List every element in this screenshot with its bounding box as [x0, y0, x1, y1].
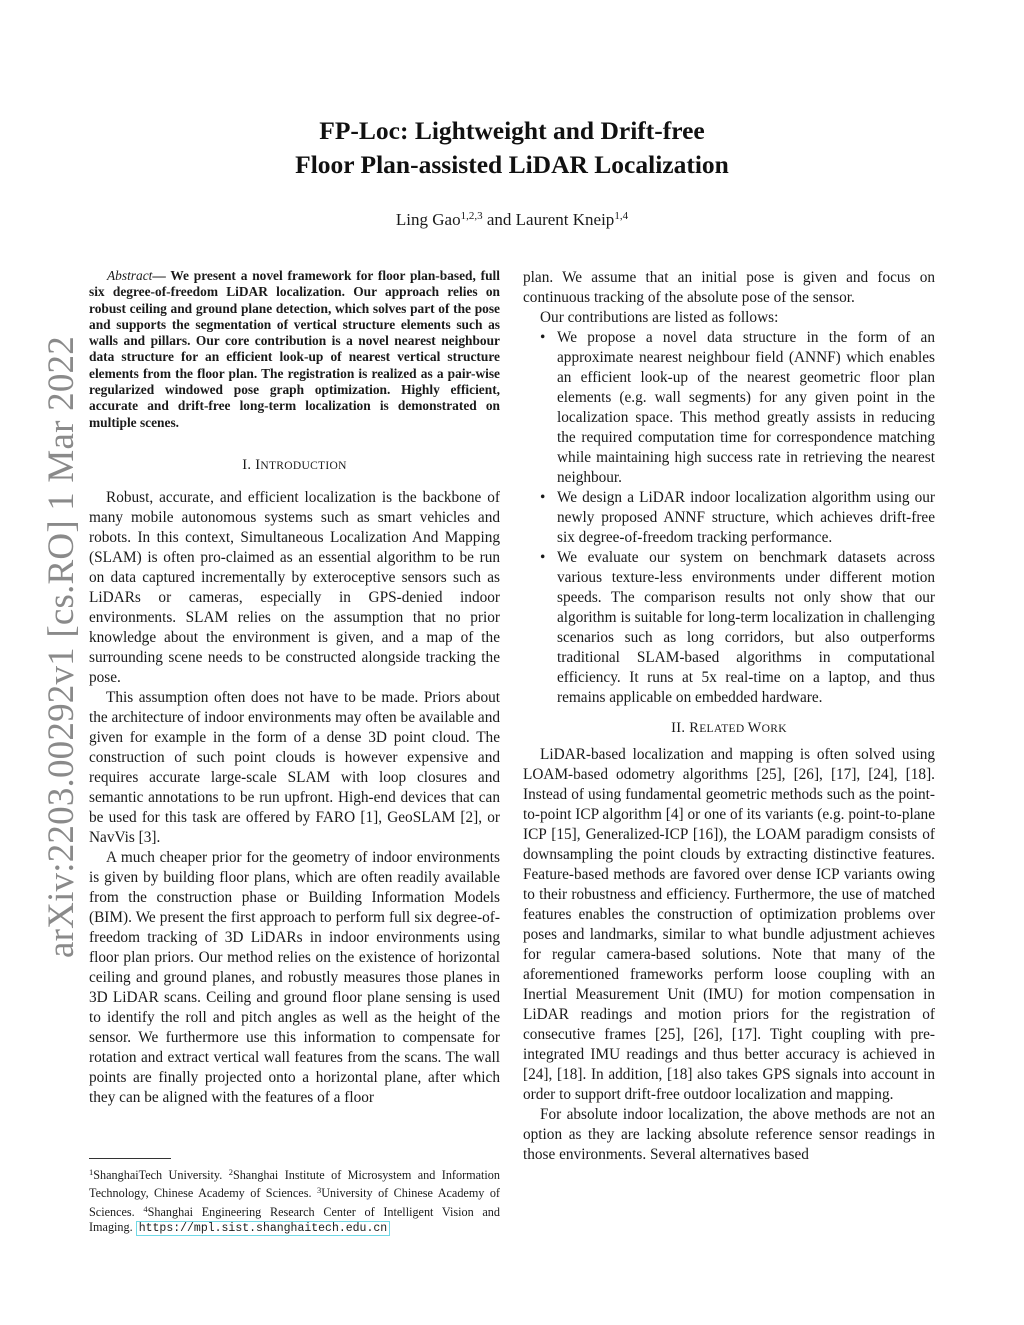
intro-paragraph-3-continued: plan. We assume that an initial pose is given and focus on continuous tracking of the absolute pose of the sensor.	[523, 269, 935, 306]
bullet-icon: •	[540, 549, 546, 566]
intro-paragraph-1: Robust, accurate, and efficient localization is the backbone of many mobile autonomous systems such as smart vehicles and robots. In this context, Simultaneous Localization And Mapping (SLAM) is often pro-claimed as an essential algorithm to be run on data captured incrementally by exteroceptive sensors such as LiDARs or cameras, especially in GPS-denied indoor environments. SLAM relies on the assumption that no prior knowledge about the environment is given, and a map of the surrounding scene needs to be constructed alongside tracking the pose.	[89, 488, 500, 686]
bullet-icon: •	[540, 329, 546, 346]
right-column	[523, 268, 935, 1165]
contributions-lead: Our contributions are listed as follows:	[540, 309, 779, 326]
abstract	[89, 268, 500, 431]
author-connector: and	[482, 210, 516, 229]
section-heading-related-work: II. RELATED WORK	[671, 720, 787, 736]
affiliation-footnote: $^1$ShanghaiTech University. $^2$Shanghai Institute of Microsystem and Information Technology, Chinese Academy of Sciences. $^3$University of Chinese Academy of Sciences. $^4$Shanghai Engineering Research Center of Intelligent Vision and Imaging. https://mpl.sist.shanghaitech.edu.cn	[89, 1167, 500, 1236]
title-line-1: FP-Loc: Lightweight and Drift-free	[319, 116, 705, 145]
author-affiliation: 1,4	[614, 210, 629, 222]
abstract-text: We present a novel framework for floor plan-based, full six degree-of-freedom LiDAR localization. Our approach relies on robust ceiling and ground plane detection, which solves part of the pose and supports the segmentation of vertical structure elements such as walls and pillars. Our core contribution is a novel nearest neighbour data structure for an efficient look-up of nearest vertical structure elements from the floor plan. The registration is realized as a pair-wise regularized windowed pose graph optimization. Highly efficient, accurate and drift-free long-term localization is demonstrated on multiple scenes.	[89, 268, 500, 430]
left-column	[89, 268, 500, 1108]
bullet-icon: •	[540, 489, 546, 506]
section-heading-introduction: I. INTRODUCTION	[242, 456, 347, 473]
intro-paragraph-2: This assumption often does not have to be made. Priors about the architecture of indoor environments may often be available and given for example in the form of a dense 3D point cloud. The construction of such point clouds is however expensive and requires accurate large-scale SLAM with loop closures and semantic annotations to be run upfront. High-end devices that can be used for this task are offered by FARO [1], GeoSLAM [2], or NavVis [3].	[89, 688, 500, 846]
intro-paragraph-3: A much cheaper prior for the geometry of indoor environments is given by building floor plans, which are often readily available from the construction phase or Building Information Models (BIM). We present the first approach to perform full six degree-of-freedom tracking of 3D LiDARs in indoor environments using floor plan priors. Our method relies on the existence of horizontal ceiling and ground planes, and robustly measures those planes in 3D LiDAR scans. Ceiling and ground floor plane sensing is used to identify the roll and pitch angles as well as the height of the sensor. We furthermore use this information to compensate for rotation and extract vertical wall features from the scans. The wall points are finally projected onto a horizontal plane, after which they can be aligned with the features of a floor	[89, 848, 500, 1106]
author-name: Laurent Kneip	[515, 210, 615, 229]
related-work-paragraph-2: For absolute indoor localization, the above methods are not an option as they are lacking absolute reference sensor readings in those environments. Several alternatives based	[523, 1106, 935, 1163]
list-item: • We evaluate our system on benchmark datasets across various texture-less environments under different motion speeds. The comparison results not only show that our algorithm is suitable for long-term localization in challenging scenarios such as long corridors, but also outperforms traditional SLAM-based algorithms in computational efficiency. It runs at 5x real-time on a laptop, and thus remains applicable on embedded hardware.	[540, 549, 935, 706]
author-name: Ling Gao	[395, 210, 461, 229]
contribution-list	[523, 328, 935, 708]
abstract-label: Abstract	[107, 268, 153, 283]
author-affiliation: 1,2,3	[460, 210, 483, 222]
footnote-divider	[89, 1158, 171, 1159]
abstract-dash: —	[152, 268, 171, 283]
title-line-2: Floor Plan-assisted LiDAR Localization	[295, 150, 729, 179]
list-item: • We design a LiDAR indoor localization algorithm using our newly proposed ANNF structure, which achieves drift-free six degree-of-freedom tracking performance.	[540, 489, 935, 546]
author-list	[0, 210, 1024, 230]
list-item: • We propose a novel data structure in the form of an approximate nearest neighbour field (ANNF) which enables an efficient look-up of the nearest geometric floor plan elements (e.g. wall segments) for any given point in the localization space. This method greatly assists in reducing the required computation time for correspondence matching while maintaining high success rate in retrieving the nearest neighbour.	[540, 329, 935, 486]
lab-website-link[interactable]: https://mpl.sist.shanghaitech.edu.cn	[136, 1221, 390, 1236]
arxiv-identifier-stamp: arXiv:2203.00292v1 [cs.RO] 1 Mar 2022	[41, 336, 82, 958]
paper-title	[0, 114, 1024, 182]
related-work-paragraph-1: LiDAR-based localization and mapping is often solved using LOAM-based odometry algorithms [25], [26], [17], [24], [18]. Instead of using fundamental geometric methods such as the point-to-point ICP algorithm [4] or one of its variants (e.g. point-to-plane ICP [15], Generalized-ICP [16]), the LOAM paradigm consists of downsampling the point clouds by extracting distinctive features. Feature-based methods are favored over dense ICP variants owing to their robustness and efficiency. Furthermore, the use of matched features enables the construction of optimization problems over poses and landmarks, similar to what bundle adjustment achieves for regular camera-based solutions. Note that many of the aforementioned frameworks perform loose coupling with an Inertial Measurement Unit (IMU) for motion compensation in LiDAR readings and motion priors for the registration of consecutive frames [25], [26], [17]. Tight coupling with pre-integrated IMU readings and thus better accuracy is achieved in [24], [18]. In addition, [18] also takes GPS signals into account in order to support drift-free outdoor localization and mapping.	[523, 746, 935, 1103]
